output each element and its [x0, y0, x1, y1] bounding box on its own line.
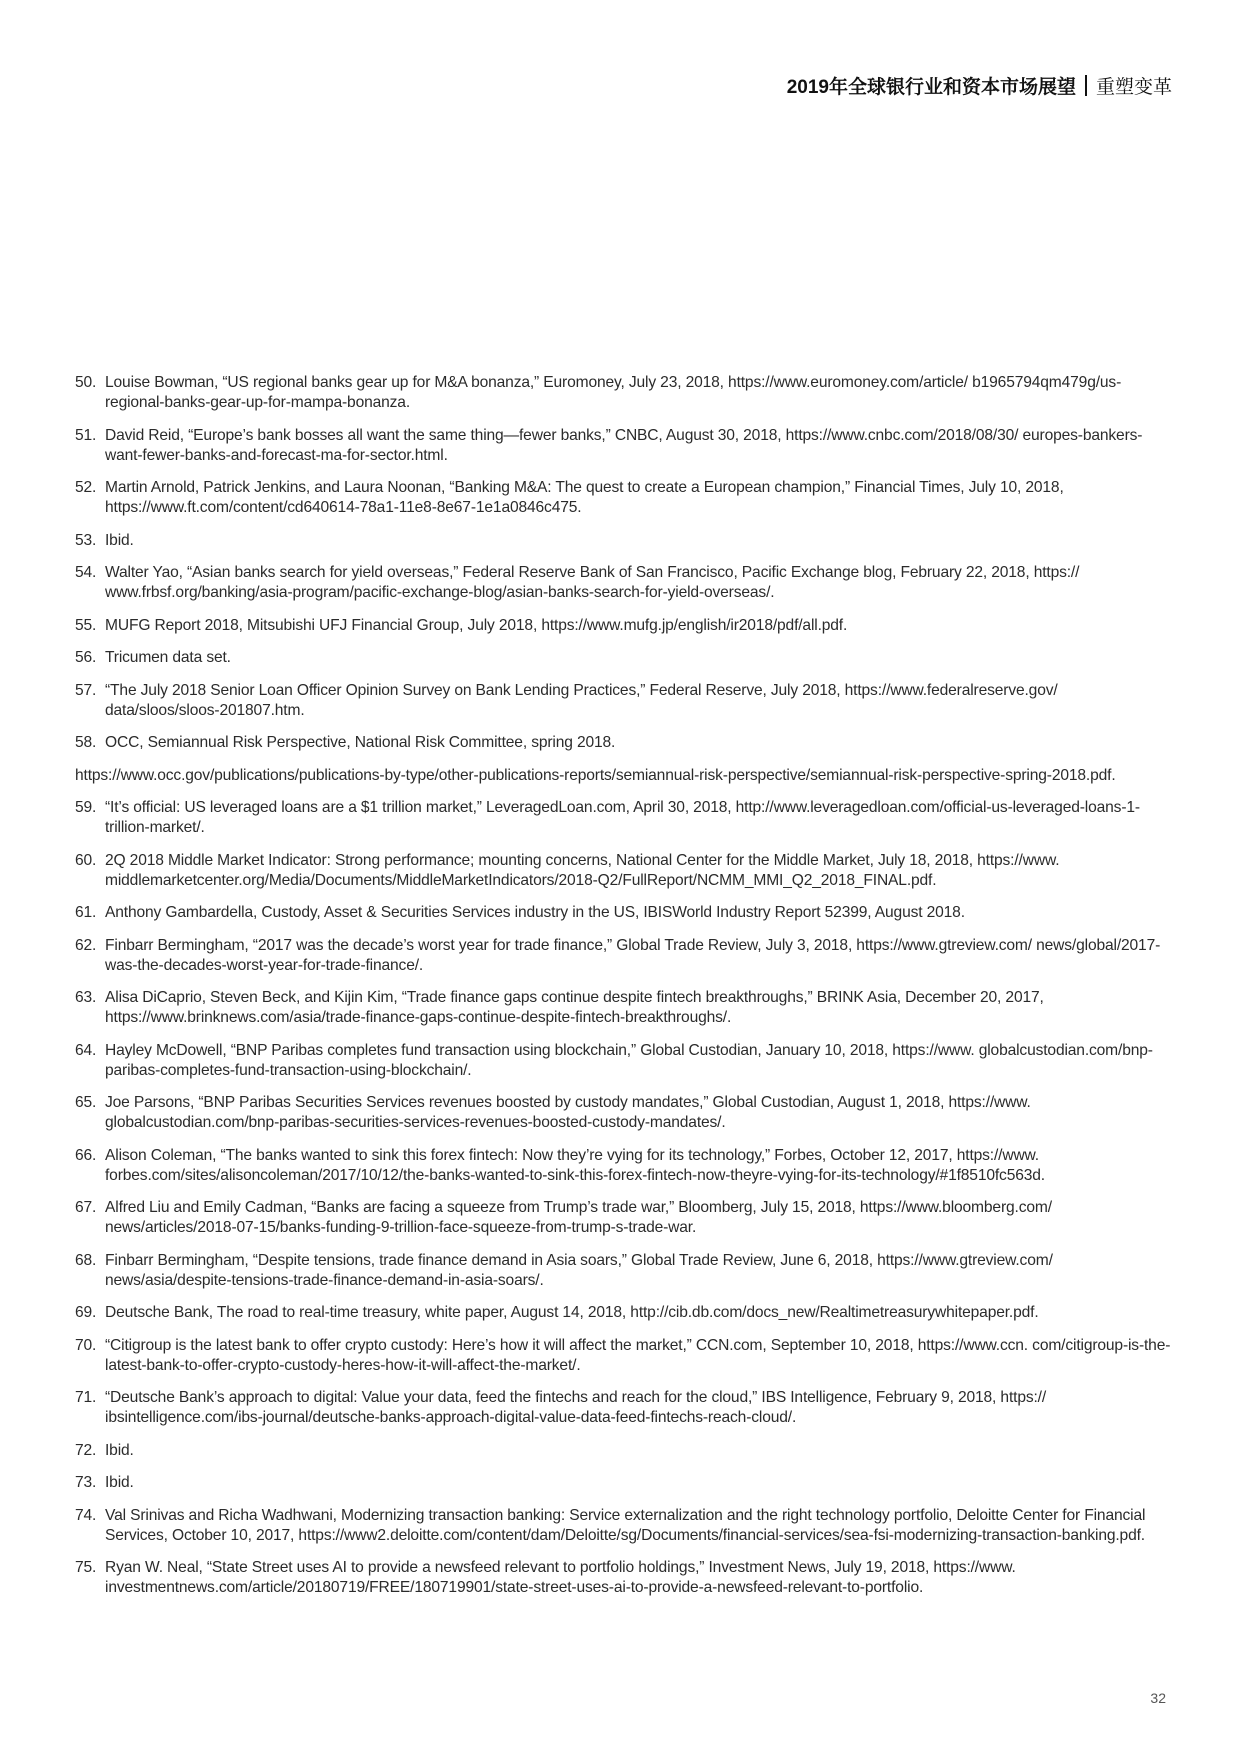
- reference-number: 65.: [75, 1094, 97, 1111]
- reference-number: 61.: [75, 904, 97, 921]
- reference-text: Tricumen data set.: [105, 649, 231, 666]
- reference-item: [75, 1303, 1175, 1323]
- reference-item: [75, 616, 1175, 636]
- reference-item: [75, 681, 1175, 721]
- reference-item: [75, 531, 1175, 551]
- reference-text: Finbarr Bermingham, “2017 was the decade’s worst year for trade finance,” Global Trade Review, July 3, 2018, https://www.gtreview.com/ news/global/2017-was-the-decades-worst-year-for-trade-finance/.: [105, 936, 1161, 974]
- page-number: 32: [1150, 1690, 1166, 1706]
- reference-item: [75, 1558, 1175, 1598]
- report-title: 2019年全球银行业和资本市场展望: [786, 77, 1076, 98]
- reference-text: “It’s official: US leveraged loans are a $1 trillion market,” LeveragedLoan.com, April 30, 2018, http://www.leveragedloan.com/official-us-leveraged-loans-1-trillion-market/.: [105, 799, 1140, 836]
- reference-number: 69.: [75, 1304, 97, 1321]
- reference-item: [75, 648, 1175, 668]
- reference-text: Alison Coleman, “The banks wanted to sink this forex fintech: Now they’re vying for its technology,” Forbes, October 12, 2017, https://www. forbes.com/sites/alisoncoleman/2017/10/12/the-banks-wanted-to-sink-this-forex-fintech-now-theyre-vying-for-its-technology/#1f8510fc563d.: [105, 1146, 1045, 1184]
- reference-item: [75, 733, 1175, 753]
- reference-number: 53.: [75, 531, 97, 549]
- reference-text: https://www.occ.gov/publications/publications-by-type/other-publications-reports/semiannual-risk-perspective/semiannual-risk-perspective-spring-2018.pdf.: [75, 766, 1116, 784]
- reference-text: Alfred Liu and Emily Cadman, “Banks are facing a squeeze from Trump’s trade war,” Bloomberg, July 15, 2018, https://www.bloomberg.com/ news/articles/2018-07-15/banks-funding-9-trillion-face-squeeze-from-trump-s-trade-war.: [105, 1199, 1052, 1236]
- reference-item: [75, 426, 1175, 466]
- reference-text: Ibid.: [105, 1441, 134, 1459]
- reference-text: Ibid.: [105, 1474, 134, 1491]
- reference-text: Finbarr Bermingham, “Despite tensions, trade finance demand in Asia soars,” Global Trade Review, June 6, 2018, https://www.gtreview.com/ news/asia/despite-tensions-trade-finance-demand-in-asia-soars/.: [105, 1251, 1053, 1289]
- reference-text: Hayley McDowell, “BNP Paribas completes fund transaction using blockchain,” Global Custodian, January 10, 2018, https://www. globalcustodian.com/bnp-paribas-completes-fund-transaction-using-blockchain/.: [105, 1041, 1153, 1079]
- reference-number: 62.: [75, 936, 97, 954]
- reference-item: [75, 373, 1175, 413]
- reference-item: [75, 1336, 1175, 1376]
- reference-number: 57.: [75, 681, 97, 699]
- reference-text: Val Srinivas and Richa Wadhwani, Modernizing transaction banking: Service externalization and the right technology portfolio, Deloitte Center for Financial Services, October 10, 2017, https://www2.deloitte.com/content/dam/Deloitte/sg/Documents/financial-services/sea-fsi-modernizing-transaction-banking.pdf.: [105, 1506, 1146, 1544]
- reference-text: Martin Arnold, Patrick Jenkins, and Laura Noonan, “Banking M&A: The quest to create a European champion,” Financial Times, July 10, 2018, https://www.ft.com/content/cd640614-78a1-11e8-8e67-1e1a0846c475.: [105, 479, 1064, 516]
- reference-item: [75, 1473, 1175, 1493]
- reference-text: Alisa DiCaprio, Steven Beck, and Kijin Kim, “Trade finance gaps continue despite fintech breakthroughs,” BRINK Asia, December 20, 2017, https://www.brinknews.com/asia/trade-finance-gaps-continue-despite-fintech-breakthroughs/.: [105, 989, 1044, 1026]
- reference-text: Anthony Gambardella, Custody, Asset & Securities Services industry in the US, IBISWorld Industry Report 52399, August 2018.: [105, 904, 965, 921]
- reference-text: “Deutsche Bank’s approach to digital: Value your data, feed the fintechs and reach for the cloud,” IBS Intelligence, February 9, 2018, https:// ibsintelligence.com/ibs-journal/deutsche-banks-approach-digital-value-data-feed-fintechs-reach-cloud/.: [105, 1389, 1047, 1426]
- reference-number: 68.: [75, 1251, 97, 1269]
- report-subtitle: 重塑变革: [1095, 77, 1172, 98]
- reference-number: 70.: [75, 1336, 97, 1354]
- reference-number: 59.: [75, 799, 97, 816]
- reference-number: 51.: [75, 426, 97, 444]
- reference-item: [75, 563, 1175, 603]
- reference-number: 71.: [75, 1389, 97, 1406]
- header-divider: [1085, 75, 1087, 96]
- reference-number: 74.: [75, 1506, 97, 1524]
- reference-item: [75, 1441, 1175, 1461]
- reference-number: 52.: [75, 479, 97, 496]
- reference-number: 75.: [75, 1559, 97, 1576]
- reference-text: Ibid.: [105, 531, 134, 549]
- reference-text: MUFG Report 2018, Mitsubishi UFJ Financial Group, July 2018, https://www.mufg.jp/english/ir2018/pdf/all.pdf.: [105, 616, 848, 634]
- reference-text: OCC, Semiannual Risk Perspective, National Risk Committee, spring 2018.: [105, 734, 616, 751]
- reference-text: Walter Yao, “Asian banks search for yield overseas,” Federal Reserve Bank of San Francisco, Pacific Exchange blog, February 22, 2018, https:// www.frbsf.org/banking/asia-program/pacific-exchange-blog/asian-banks-search-for-yield-overseas/.: [105, 564, 1080, 601]
- reference-text: Ryan W. Neal, “State Street uses AI to provide a newsfeed relevant to portfolio holdings,” Investment News, July 19, 2018, https://www. investmentnews.com/article/20180719/FREE/180719901/state-street-uses-ai-to-provide-a-newsfeed-relevant-to-portfolio.: [105, 1559, 1016, 1596]
- reference-text: Joe Parsons, “BNP Paribas Securities Services revenues boosted by custody mandates,” Global Custodian, August 1, 2018, https://www. globalcustodian.com/bnp-paribas-securities-services-revenues-boosted-custody-mandates/.: [105, 1094, 1031, 1131]
- reference-number: 72.: [75, 1441, 97, 1459]
- reference-number: 50.: [75, 374, 97, 391]
- reference-text: “The July 2018 Senior Loan Officer Opinion Survey on Bank Lending Practices,” Federal Reserve, July 2018, https://www.federalreserve.gov/ data/sloos/sloos-201807.htm.: [105, 681, 1058, 719]
- reference-item: [75, 798, 1175, 838]
- page-header: [787, 72, 1172, 99]
- reference-number: 64.: [75, 1041, 97, 1059]
- reference-number: 55.: [75, 616, 97, 634]
- reference-item: [75, 1198, 1175, 1238]
- reference-item: [75, 851, 1175, 891]
- reference-number: 60.: [75, 851, 97, 869]
- reference-item: [75, 1041, 1175, 1081]
- reference-item: [75, 1093, 1175, 1133]
- reference-number: 56.: [75, 649, 97, 666]
- reference-number: 66.: [75, 1146, 97, 1164]
- reference-item: [75, 936, 1175, 976]
- reference-item: [75, 903, 1175, 923]
- reference-text: 2Q 2018 Middle Market Indicator: Strong performance; mounting concerns, National Center for the Middle Market, July 18, 2018, https://www. middlemarketcenter.org/Media/Documents/MiddleMarketIndicators/2018-Q2/FullReport/NCMM_MMI_Q2_2018_FINAL.pdf.: [105, 851, 1060, 889]
- reference-number: 63.: [75, 989, 97, 1006]
- reference-number: 73.: [75, 1474, 97, 1491]
- reference-item: [75, 1388, 1175, 1428]
- reference-item: [75, 766, 1175, 786]
- reference-text: David Reid, “Europe’s bank bosses all want the same thing—fewer banks,” CNBC, August 30, 2018, https://www.cnbc.com/2018/08/30/ europes-bankers-want-fewer-banks-and-forecast-ma-for-sector.html.: [105, 426, 1143, 464]
- reference-text: Deutsche Bank, The road to real-time treasury, white paper, August 14, 2018, http://cib.db.com/docs_new/Realtimetreasurywhitepaper.pdf.: [105, 1304, 1039, 1321]
- reference-item: [75, 1146, 1175, 1186]
- reference-text: Louise Bowman, “US regional banks gear up for M&A bonanza,” Euromoney, July 23, 2018, https://www.euromoney.com/article/ b1965794qm479g/us-regional-banks-gear-up-for-mampa-bonanza.: [105, 374, 1122, 411]
- reference-item: [75, 1506, 1175, 1546]
- reference-item: [75, 1251, 1175, 1291]
- reference-item: [75, 478, 1175, 518]
- reference-list: [75, 373, 1175, 1611]
- reference-text: “Citigroup is the latest bank to offer crypto custody: Here’s how it will affect the market,” CCN.com, September 10, 2018, https://www.ccn. com/citigroup-is-the-latest-bank-to-offer-crypto-custody-heres-how-it-will-affect-the-market/.: [105, 1336, 1171, 1374]
- reference-number: 67.: [75, 1199, 97, 1216]
- reference-number: 54.: [75, 564, 97, 581]
- reference-number: 58.: [75, 734, 97, 751]
- reference-item: [75, 988, 1175, 1028]
